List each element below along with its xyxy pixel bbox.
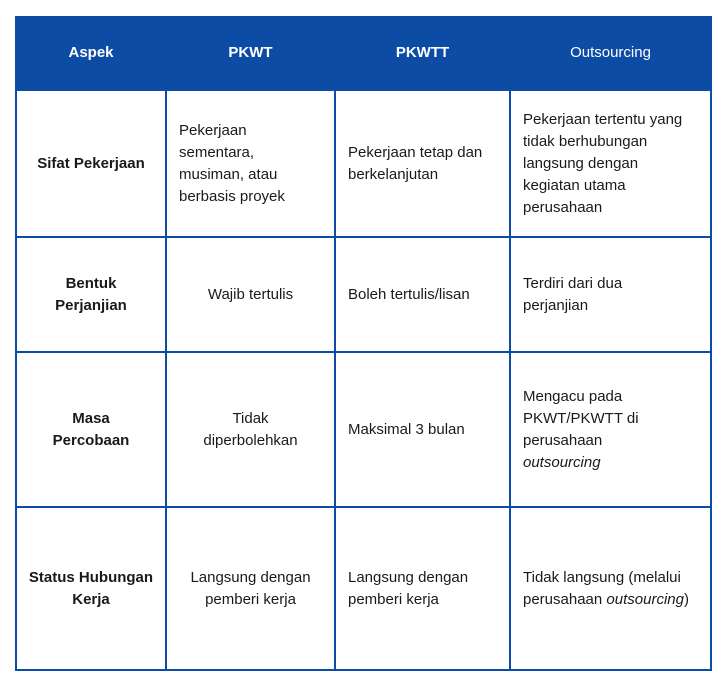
row-head-label: Sifat Pekerjaan [37, 154, 145, 172]
cell-outsourcing [511, 508, 712, 671]
header-aspek-label: Aspek [68, 43, 114, 61]
cell-pkwt [167, 91, 336, 238]
cell-text-italic: outsourcing [523, 453, 601, 471]
cell-text: Maksimal 3 bulan [348, 420, 465, 438]
cell-text-wrapper [523, 567, 698, 611]
header-outsourcing-label: Outsourcing [570, 43, 651, 61]
cell-text: Pekerjaan tertentu yang tidak berhubungan langsung dengan kegiatan utama perusahaan [523, 110, 683, 216]
cell-pkwtt [336, 238, 511, 353]
cell-text: Terdiri dari dua perjanjian [523, 274, 623, 314]
cell-text: Pekerjaan sementara, musiman, atau berbasis proyek [179, 121, 285, 205]
row-head-label: Bentuk Perjanjian [55, 274, 127, 314]
header-cell-pkwtt [336, 16, 511, 91]
cell-pkwtt [336, 353, 511, 508]
header-cell-outsourcing [511, 16, 712, 91]
row-head-status-hubungan-kerja [15, 508, 167, 671]
cell-outsourcing [511, 353, 712, 508]
cell-text: Wajib tertulis [207, 285, 294, 303]
row-head-bentuk-perjanjian [15, 238, 167, 353]
header-pkwt-label: PKWT [228, 43, 273, 61]
cell-text: Tidak langsung (melalui perusahaan [523, 568, 681, 608]
cell-text: Tidak diperbolehkan [203, 409, 298, 449]
cell-pkwt [167, 508, 336, 671]
cell-text: Langsung dengan pemberi kerja [190, 568, 311, 608]
cell-pkwt [167, 238, 336, 353]
row-head-masa-percobaan [15, 353, 167, 508]
comparison-table [15, 16, 712, 671]
cell-text: Langsung dengan pemberi kerja [348, 568, 469, 608]
cell-text: Pekerjaan tetap dan berkelanjutan [348, 143, 483, 183]
cell-text-close: ) [683, 590, 689, 608]
cell-pkwtt [336, 508, 511, 671]
row-head-label: Status Hubungan Kerja [28, 568, 154, 608]
cell-pkwtt [336, 91, 511, 238]
cell-text: Mengacu pada PKWT/PKWTT di perusahaan [523, 387, 639, 449]
header-cell-pkwt [167, 16, 336, 91]
cell-outsourcing [511, 91, 712, 238]
cell-pkwt [167, 353, 336, 508]
cell-text-italic: outsourcing [606, 590, 684, 608]
cell-outsourcing [511, 238, 712, 353]
header-pkwtt-label: PKWTT [395, 43, 450, 61]
header-cell-aspek [15, 16, 167, 91]
cell-text-wrapper [523, 386, 663, 474]
cell-text: Boleh tertulis/lisan [348, 285, 470, 303]
row-head-sifat-pekerjaan [15, 91, 167, 238]
row-head-label: Masa Percobaan [52, 409, 130, 449]
